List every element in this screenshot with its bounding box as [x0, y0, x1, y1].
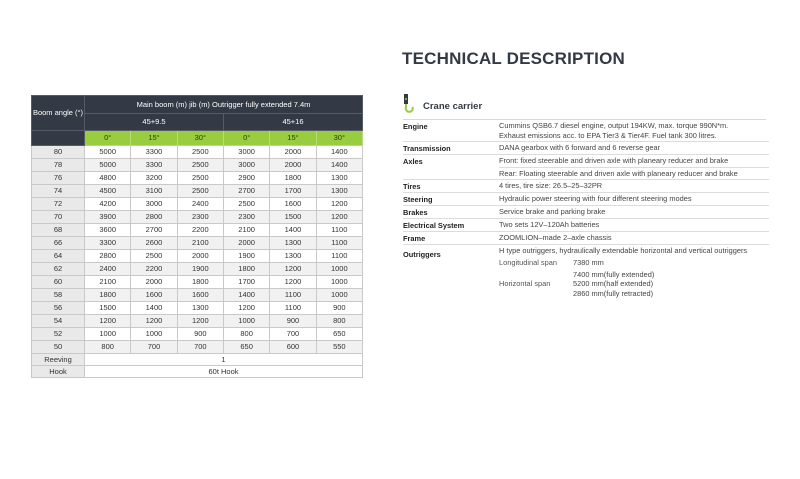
- table-row: [32, 237, 363, 250]
- boom-angle-cell: 58: [32, 289, 85, 302]
- load-value-cell: 2300: [223, 211, 269, 224]
- load-value-cell: 1300: [270, 237, 316, 250]
- horizontal-span-row: [499, 270, 769, 299]
- spec-row: [403, 232, 769, 245]
- table-row: [32, 263, 363, 276]
- load-value-cell: 1000: [316, 263, 362, 276]
- table-row: [32, 289, 363, 302]
- load-value-cell: 2000: [177, 250, 223, 263]
- load-value-cell: 1800: [270, 172, 316, 185]
- spec-value: [499, 246, 769, 298]
- load-value-cell: 2400: [85, 263, 131, 276]
- load-value-cell: 4500: [85, 185, 131, 198]
- spec-key: Engine: [403, 122, 428, 131]
- load-value-cell: 4200: [85, 198, 131, 211]
- load-value-cell: 1200: [270, 276, 316, 289]
- spec-line: DANA gearbox with 6 forward and 6 reverse gear: [499, 143, 661, 153]
- spec-key: Axles: [403, 157, 423, 167]
- spec-line: Front: fixed steerable and driven axle with planeary reducer and brake: [499, 156, 729, 166]
- spec-line: Two sets 12V–120Ah batteries: [499, 220, 600, 230]
- load-value-cell: 900: [270, 315, 316, 328]
- horizontal-span-value: 5200 mm(half extended): [573, 279, 654, 289]
- hook-value: 60t Hook: [85, 366, 363, 378]
- spec-key: Frame: [403, 234, 426, 244]
- load-value-cell: 2100: [85, 276, 131, 289]
- load-value-cell: 900: [316, 302, 362, 315]
- spec-line: Cummins QSB6.7 diesel engine, output 194KW, max. torque 990N*m.: [499, 121, 729, 130]
- load-value-cell: 2800: [85, 250, 131, 263]
- spec-key: Transmission: [403, 144, 451, 154]
- load-value-cell: 3300: [131, 159, 177, 172]
- spec-row: [403, 180, 769, 193]
- load-value-cell: 2400: [177, 198, 223, 211]
- load-value-cell: 2800: [131, 211, 177, 224]
- load-value-cell: 1100: [270, 302, 316, 315]
- spec-value: [499, 207, 769, 217]
- load-value-cell: 1900: [177, 263, 223, 276]
- spec-line: ZOOMLION–made 2–axle chassis: [499, 233, 612, 243]
- load-value-cell: 2900: [223, 172, 269, 185]
- offset-angle-header: 0°: [223, 131, 269, 146]
- load-value-cell: 550: [316, 341, 362, 354]
- load-value-cell: 3300: [131, 146, 177, 159]
- boom-angle-cell: 80: [32, 146, 85, 159]
- longitudinal-span-row: [499, 258, 769, 268]
- longitudinal-span-value: 7380 mm: [573, 257, 604, 267]
- boom-angle-cell: 78: [32, 159, 85, 172]
- reeving-label: Reeving: [32, 354, 85, 366]
- load-value-cell: 3000: [131, 198, 177, 211]
- load-value-cell: 2700: [223, 185, 269, 198]
- load-value-cell: 2000: [270, 146, 316, 159]
- load-value-cell: 1400: [316, 146, 362, 159]
- main-boom-header: Main boom (m) jib (m) Outrigger fully extended 7.4m: [85, 96, 363, 114]
- spec-row: [403, 219, 769, 232]
- load-value-cell: 1300: [270, 250, 316, 263]
- load-value-cell: 800: [316, 315, 362, 328]
- load-value-cell: 1800: [177, 276, 223, 289]
- load-value-cell: 1600: [131, 289, 177, 302]
- spec-value: [499, 233, 769, 243]
- load-value-cell: 1100: [270, 289, 316, 302]
- load-value-cell: 1400: [223, 289, 269, 302]
- load-value-cell: 1000: [316, 289, 362, 302]
- boom-angle-cell: 76: [32, 172, 85, 185]
- load-value-cell: 1200: [316, 198, 362, 211]
- horizontal-span-value: 7400 mm(fully extended): [573, 269, 655, 279]
- spec-value: [499, 194, 769, 204]
- spec-row: [403, 120, 769, 142]
- load-value-cell: 2500: [131, 250, 177, 263]
- load-value-cell: 3200: [131, 172, 177, 185]
- spec-row: [403, 193, 769, 206]
- spec-value: [499, 143, 769, 153]
- spec-row: [403, 155, 769, 180]
- load-value-cell: 3000: [223, 159, 269, 172]
- spec-row-outriggers: [403, 245, 769, 299]
- load-value-cell: 2100: [223, 224, 269, 237]
- spec-line: Service brake and parking brake: [499, 207, 606, 217]
- page-title: TECHNICAL DESCRIPTION: [402, 49, 626, 68]
- load-value-cell: 1500: [270, 211, 316, 224]
- load-value-cell: 700: [177, 341, 223, 354]
- spec-value: [499, 121, 769, 140]
- table-row: [32, 224, 363, 237]
- load-value-cell: 3900: [85, 211, 131, 224]
- offset-angle-header: 30°: [316, 131, 362, 146]
- load-value-cell: 1200: [316, 211, 362, 224]
- load-value-cell: 4800: [85, 172, 131, 185]
- section-title: Crane carrier: [423, 101, 483, 112]
- load-value-cell: 1100: [316, 250, 362, 263]
- boom-angle-cell: 64: [32, 250, 85, 263]
- load-chart-table: [31, 95, 363, 378]
- spec-value: [499, 220, 769, 230]
- load-value-cell: 3100: [131, 185, 177, 198]
- load-value-cell: 1400: [131, 302, 177, 315]
- load-value-cell: 1800: [223, 263, 269, 276]
- load-value-cell: 700: [270, 328, 316, 341]
- table-row: [32, 198, 363, 211]
- boom-angle-cell: 56: [32, 302, 85, 315]
- load-value-cell: 2000: [270, 159, 316, 172]
- load-value-cell: 5000: [85, 146, 131, 159]
- load-value-cell: 1200: [223, 302, 269, 315]
- horizontal-span-value: 2860 mm(fully retracted): [573, 288, 654, 298]
- load-value-cell: 1700: [270, 185, 316, 198]
- load-value-cell: 800: [223, 328, 269, 341]
- load-value-cell: 3300: [85, 237, 131, 250]
- boom-angle-cell: 62: [32, 263, 85, 276]
- spec-value: [499, 181, 769, 191]
- load-value-cell: 2700: [131, 224, 177, 237]
- load-value-cell: 1400: [270, 224, 316, 237]
- load-value-cell: 1500: [85, 302, 131, 315]
- table-row: [32, 146, 363, 159]
- load-value-cell: 1400: [316, 159, 362, 172]
- table-row: [32, 302, 363, 315]
- load-value-cell: 2100: [177, 237, 223, 250]
- load-value-cell: 2300: [177, 211, 223, 224]
- table-row: [32, 341, 363, 354]
- hook-label: Hook: [32, 366, 85, 378]
- spec-key: Outriggers: [403, 250, 441, 260]
- load-value-cell: 1300: [316, 185, 362, 198]
- load-value-cell: 1200: [177, 315, 223, 328]
- crane-hook-icon: [403, 94, 417, 114]
- load-value-cell: 2500: [177, 172, 223, 185]
- load-value-cell: 1200: [270, 263, 316, 276]
- reeving-value: 1: [85, 354, 363, 366]
- boom-angle-header: Boom angle (°): [32, 96, 85, 131]
- load-value-cell: 1000: [223, 315, 269, 328]
- spec-table: [403, 120, 769, 299]
- group-header-1: 45+9.5: [85, 114, 224, 131]
- spec-line: Rear: Floating steerable and driven axle with planeary reducer and brake: [499, 167, 769, 179]
- load-value-cell: 1200: [85, 315, 131, 328]
- table-row: [32, 315, 363, 328]
- outriggers-desc: H type outriggers, hydraulically extendable horizontal and vertical outriggers: [499, 246, 748, 256]
- offset-angle-header: 0°: [85, 131, 131, 146]
- load-value-cell: 5000: [85, 159, 131, 172]
- spec-line: Exhaust emissions acc. to EPA Tier3 & Tier4F. Fuel tank 300 litres.: [499, 130, 717, 140]
- table-row: [32, 159, 363, 172]
- load-value-cell: 2500: [177, 159, 223, 172]
- spec-line: Hydraulic power steering with four different steering modes: [499, 194, 692, 204]
- spec-key: Steering: [403, 195, 433, 205]
- table-row: [32, 185, 363, 198]
- boom-angle-cell: 50: [32, 341, 85, 354]
- spec-key: Electrical System: [403, 221, 465, 231]
- offset-angle-header: 15°: [131, 131, 177, 146]
- horizontal-span-label: Horizontal span: [499, 279, 551, 289]
- table-row: [32, 250, 363, 263]
- load-value-cell: 1600: [177, 289, 223, 302]
- offset-angle-header: 15°: [270, 131, 316, 146]
- boom-angle-cell: 72: [32, 198, 85, 211]
- spec-key: Tires: [403, 182, 421, 192]
- load-value-cell: 650: [316, 328, 362, 341]
- spec-key: Brakes: [403, 208, 428, 218]
- load-value-cell: 1800: [85, 289, 131, 302]
- table-row: [32, 276, 363, 289]
- load-value-cell: 2200: [177, 224, 223, 237]
- load-value-cell: 2200: [131, 263, 177, 276]
- load-value-cell: 1900: [223, 250, 269, 263]
- load-value-cell: 2000: [131, 276, 177, 289]
- spec-value: [499, 156, 769, 178]
- spec-row: [403, 206, 769, 219]
- spec-line: 4 tires, tire size: 26.5–25–32PR: [499, 181, 603, 191]
- load-value-cell: 1000: [316, 276, 362, 289]
- boom-angle-cell: 68: [32, 224, 85, 237]
- load-value-cell: 1000: [85, 328, 131, 341]
- load-value-cell: 3600: [85, 224, 131, 237]
- boom-angle-cell: 66: [32, 237, 85, 250]
- load-value-cell: 3000: [223, 146, 269, 159]
- load-value-cell: 2500: [177, 146, 223, 159]
- table-row: [32, 172, 363, 185]
- load-value-cell: 1100: [316, 237, 362, 250]
- table-row: [32, 211, 363, 224]
- load-value-cell: 2000: [223, 237, 269, 250]
- longitudinal-span-label: Longitudinal span: [499, 257, 557, 267]
- group-header-2: 45+16: [223, 114, 362, 131]
- load-value-cell: 2500: [223, 198, 269, 211]
- load-value-cell: 1300: [177, 302, 223, 315]
- load-value-cell: 700: [131, 341, 177, 354]
- boom-angle-cell: 54: [32, 315, 85, 328]
- section-header: [403, 94, 766, 120]
- boom-angle-cell: 60: [32, 276, 85, 289]
- load-value-cell: 650: [223, 341, 269, 354]
- load-value-cell: 1200: [131, 315, 177, 328]
- load-value-cell: 1700: [223, 276, 269, 289]
- load-value-cell: 2500: [177, 185, 223, 198]
- load-value-cell: 900: [177, 328, 223, 341]
- boom-angle-cell: 74: [32, 185, 85, 198]
- boom-angle-cell: 52: [32, 328, 85, 341]
- load-value-cell: 1300: [316, 172, 362, 185]
- load-value-cell: 1600: [270, 198, 316, 211]
- load-value-cell: 1000: [131, 328, 177, 341]
- horizontal-span-values: [573, 270, 654, 299]
- load-value-cell: 600: [270, 341, 316, 354]
- load-value-cell: 1100: [316, 224, 362, 237]
- load-value-cell: 2600: [131, 237, 177, 250]
- offset-spacer: [32, 131, 85, 146]
- table-row: [32, 328, 363, 341]
- load-value-cell: 800: [85, 341, 131, 354]
- boom-angle-cell: 70: [32, 211, 85, 224]
- offset-angle-header: 30°: [177, 131, 223, 146]
- spec-row: [403, 142, 769, 155]
